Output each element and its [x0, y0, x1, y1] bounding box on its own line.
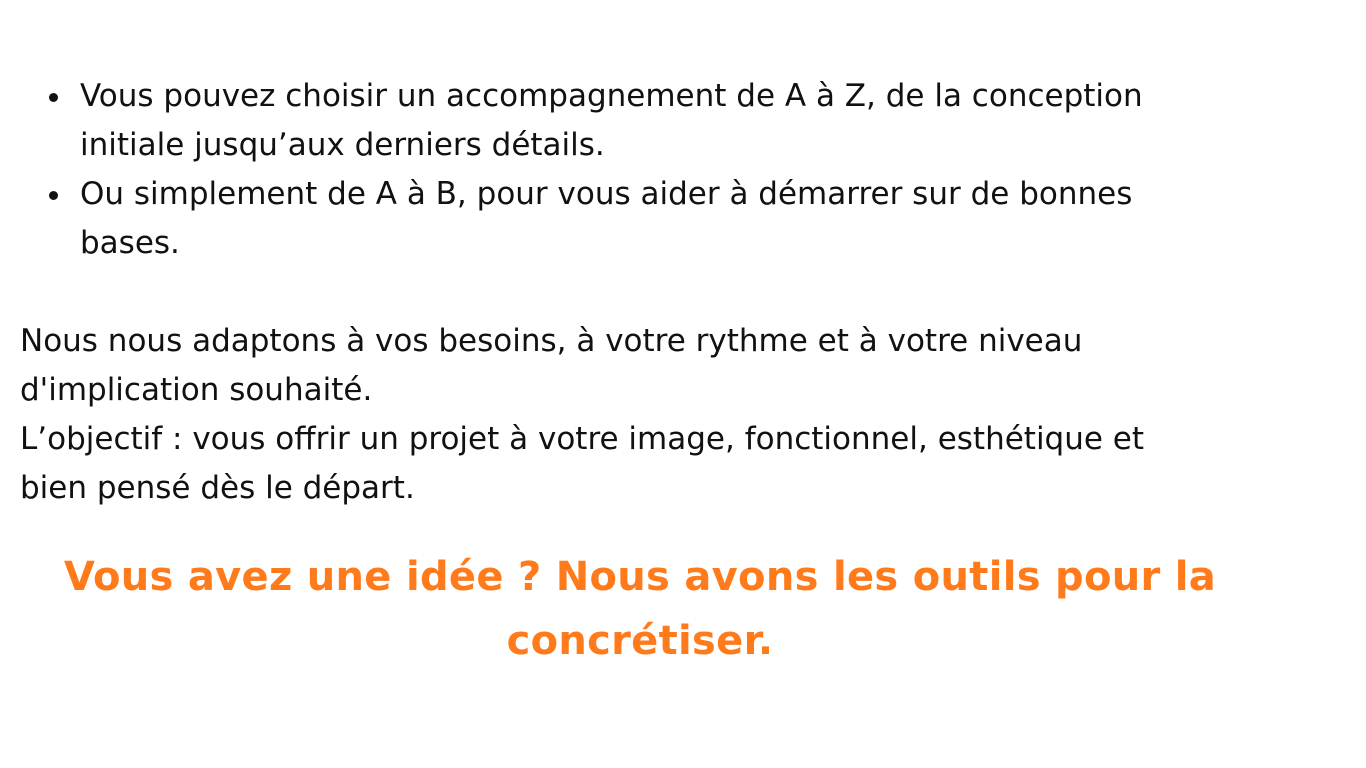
main-content: [20, 72, 1240, 673]
cta-line-1: Vous avez une idée ? Nous avons les outils pour la: [63, 554, 1217, 600]
paragraph-line-2: d'implication souhaité.: [20, 372, 373, 408]
bullet-icon: [49, 191, 58, 200]
bullet-item-2: [80, 170, 1240, 268]
bullet-item-1: [80, 72, 1240, 170]
paragraph-line-3: L’objectif : vous offrir un projet à votre image, fonctionnel, esthétique et: [20, 421, 1145, 457]
bullet-line-1: Vous pouvez choisir un accompagnement de A à Z, de la conception: [80, 78, 1143, 114]
paragraph-line-1: Nous nous adaptons à vos besoins, à votre rythme et à votre niveau: [20, 323, 1083, 359]
cta-line-2: concrétiser.: [506, 618, 774, 664]
intro-paragraph: [20, 317, 1240, 513]
cta-heading: [20, 545, 1260, 673]
bullet-line-2: bases.: [80, 225, 180, 261]
bullet-line-1: Ou simplement de A à B, pour vous aider à démarrer sur de bonnes: [80, 176, 1133, 212]
bullet-list: [20, 72, 1240, 268]
bullet-line-2: initiale jusqu’aux derniers détails.: [80, 127, 605, 163]
bullet-icon: [49, 93, 58, 102]
paragraph-line-4: bien pensé dès le départ.: [20, 470, 415, 506]
